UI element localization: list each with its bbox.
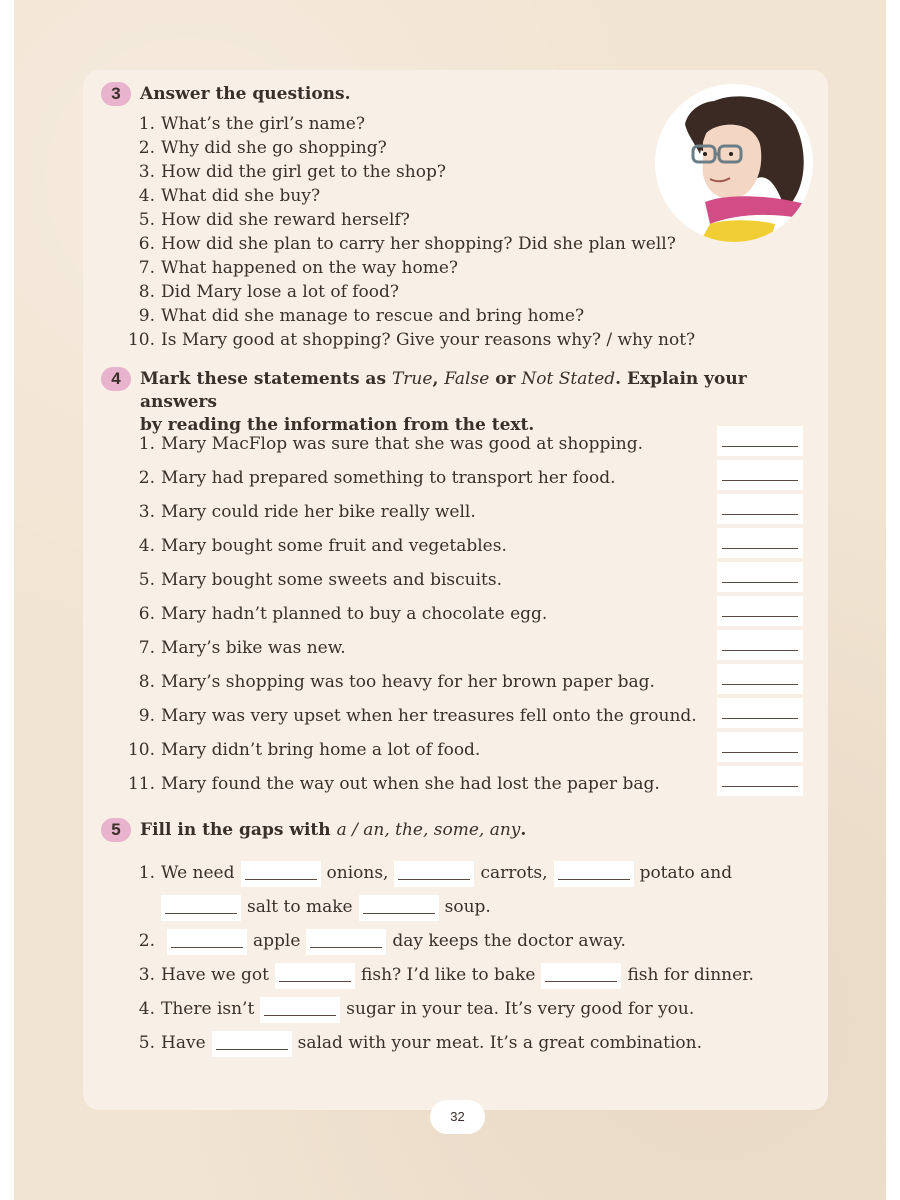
- exercise-instruction: Answer the questions.: [140, 84, 351, 104]
- statement-item: 7. Mary’s bike was new.: [138, 638, 346, 658]
- exercise-instruction: Fill in the gaps with a / an, the, some, any.: [140, 820, 527, 840]
- question-item: 5. How did she reward herself?: [138, 210, 410, 230]
- answer-field[interactable]: [717, 528, 803, 558]
- gap-blank[interactable]: [394, 861, 474, 887]
- statement-item: 1. Mary MacFlop was sure that she was good at shopping.: [138, 434, 644, 454]
- answer-field[interactable]: [717, 732, 803, 762]
- question-item: 1. What’s the girl’s name?: [138, 114, 365, 134]
- answer-field[interactable]: [717, 562, 803, 592]
- gap-blank[interactable]: [306, 929, 386, 955]
- answer-field[interactable]: [717, 630, 803, 660]
- gap-blank[interactable]: [554, 861, 634, 887]
- statement-item: 2. Mary had prepared something to transport her food.: [138, 468, 616, 488]
- gap-blank[interactable]: [212, 1031, 292, 1057]
- statement-item: 9. Mary was very upset when her treasures fell onto the ground.: [138, 706, 697, 726]
- answer-field[interactable]: [717, 494, 803, 524]
- gap-blank[interactable]: [161, 895, 241, 921]
- answer-field[interactable]: [717, 698, 803, 728]
- gap-blank[interactable]: [359, 895, 439, 921]
- question-item: 3. How did the girl get to the shop?: [138, 162, 446, 182]
- gap-fill-item: 1. We need onions, carrots, potato and: [125, 860, 732, 887]
- page-number: 32: [430, 1100, 485, 1134]
- answer-field[interactable]: [717, 664, 803, 694]
- gap-fill-item-continued: salt to make soup.: [155, 894, 491, 921]
- question-item: 6. How did she plan to carry her shopping? Did she plan well?: [138, 234, 676, 254]
- statement-item: 4. Mary bought some fruit and vegetables.: [138, 536, 507, 556]
- answer-field[interactable]: [717, 460, 803, 490]
- gap-blank[interactable]: [241, 861, 321, 887]
- question-item: 7. What happened on the way home?: [138, 258, 459, 278]
- question-item: 2. Why did she go shopping?: [138, 138, 387, 158]
- gap-fill-item: 3. Have we got fish? I’d like to bake fish for dinner.: [125, 962, 754, 989]
- answer-field[interactable]: [717, 426, 803, 456]
- exercise-number-badge: 4: [101, 367, 131, 391]
- gap-blank[interactable]: [541, 963, 621, 989]
- gap-fill-item: 5. Have salad with your meat. It’s a great combination.: [125, 1030, 702, 1057]
- gap-blank[interactable]: [260, 997, 340, 1023]
- statement-item: 8. Mary’s shopping was too heavy for her brown paper bag.: [138, 672, 655, 692]
- statement-item: 5. Mary bought some sweets and biscuits.: [138, 570, 502, 590]
- statement-item: 6. Mary hadn’t planned to buy a chocolate egg.: [138, 604, 548, 624]
- exercise-instruction: Mark these statements as True, False or Not Stated. Explain your answers by reading the information from the text.: [140, 369, 747, 435]
- statement-item: 10. Mary didn’t bring home a lot of food.: [127, 740, 481, 760]
- exercise-number-badge: 5: [101, 818, 131, 842]
- question-item: 9. What did she manage to rescue and bring home?: [138, 306, 585, 326]
- gap-fill-item: 4. There isn’t sugar in your tea. It’s very good for you.: [125, 996, 694, 1023]
- answer-field[interactable]: [717, 596, 803, 626]
- answer-field[interactable]: [717, 766, 803, 796]
- girl-illustration: [655, 84, 813, 242]
- question-item: 10. Is Mary good at shopping? Give your reasons why? / why not?: [127, 330, 696, 350]
- question-item: 4. What did she buy?: [138, 186, 321, 206]
- exercise-number-badge: 3: [101, 82, 131, 106]
- question-item: 8. Did Mary lose a lot of food?: [138, 282, 400, 302]
- gap-blank[interactable]: [275, 963, 355, 989]
- gap-fill-item: 2. apple day keeps the doctor away.: [125, 928, 626, 955]
- gap-blank[interactable]: [167, 929, 247, 955]
- statement-item: 11. Mary found the way out when she had lost the paper bag.: [127, 774, 660, 794]
- statement-item: 3. Mary could ride her bike really well.: [138, 502, 476, 522]
